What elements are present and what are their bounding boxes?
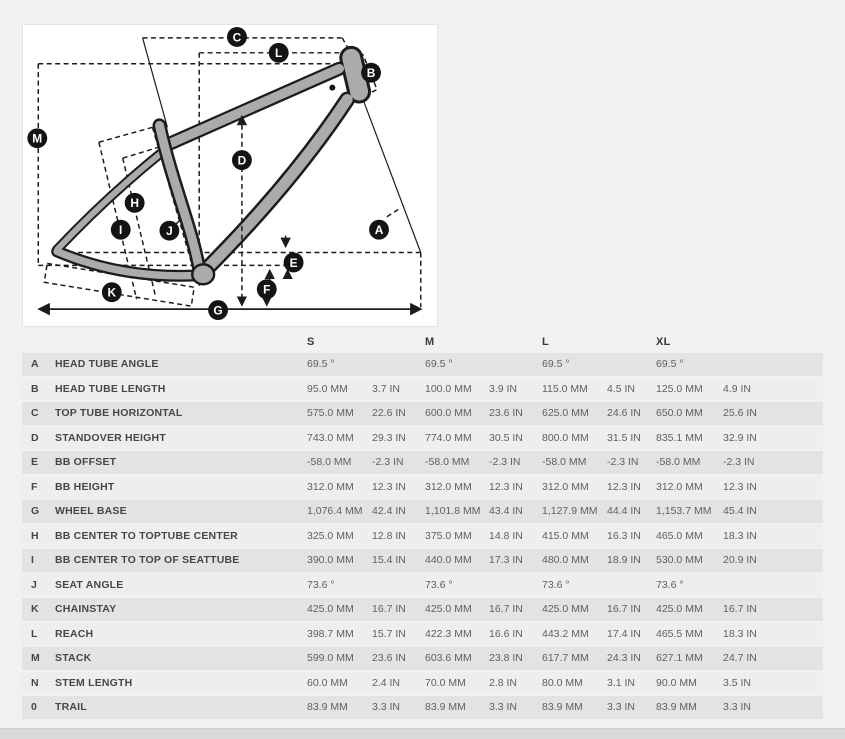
table-row — [22, 574, 823, 597]
row-name: TOP TUBE HORIZONTAL — [55, 407, 183, 420]
cell-value: 600.0 MM — [425, 407, 472, 420]
cell-value: 835.1 MM — [656, 431, 703, 444]
table-row — [22, 623, 823, 646]
row-letter: B — [31, 382, 39, 395]
cell-value: 29.3 IN — [372, 431, 406, 444]
cell-value: 3.3 IN — [723, 701, 752, 714]
table-row — [22, 500, 823, 523]
cell-value: 603.6 MM — [425, 652, 472, 665]
cell-value: 4.9 IN — [723, 382, 752, 395]
cell-value: 15.4 IN — [372, 554, 406, 567]
bottom-bracket — [192, 264, 214, 284]
cell-value: 800.0 MM — [542, 431, 589, 444]
cable-port-dot — [329, 85, 335, 91]
cell-value: 617.7 MM — [542, 652, 589, 665]
row-letter: I — [31, 554, 34, 567]
row-letter: M — [31, 652, 40, 665]
table-row — [22, 378, 823, 401]
marker-letter: K — [107, 285, 117, 300]
diagram-marker-J — [159, 221, 179, 241]
table-row — [22, 525, 823, 548]
cell-value: 440.0 MM — [425, 554, 472, 567]
cell-value: 425.0 MM — [307, 603, 354, 616]
cell-value: 3.3 IN — [489, 701, 518, 714]
row-name: REACH — [55, 627, 94, 640]
row-name: BB OFFSET — [55, 456, 117, 469]
table-row — [22, 451, 823, 474]
cell-value: 20.9 IN — [723, 554, 757, 567]
cell-value: 43.4 IN — [489, 505, 523, 518]
marker-letter: L — [275, 46, 283, 61]
row-name: STACK — [55, 652, 92, 665]
cell-value: 69.5 ° — [656, 358, 684, 371]
cell-value: 16.3 IN — [607, 529, 641, 542]
cell-value: 14.8 IN — [489, 529, 523, 542]
row-letter: A — [31, 358, 39, 371]
cell-value: 3.9 IN — [489, 382, 518, 395]
bottom-bar — [0, 728, 845, 739]
geometry-table — [22, 332, 823, 721]
cell-value: 312.0 MM — [425, 480, 472, 493]
geometry-rows — [22, 353, 823, 719]
row-name: TRAIL — [55, 701, 87, 714]
frame-geometry-diagram — [22, 24, 438, 327]
cell-value: 425.0 MM — [542, 603, 589, 616]
cell-value: 15.7 IN — [372, 627, 406, 640]
cell-value: 425.0 MM — [425, 603, 472, 616]
cell-value: -58.0 MM — [542, 456, 587, 469]
cell-value: 398.7 MM — [307, 627, 354, 640]
cell-value: 18.9 IN — [607, 554, 641, 567]
cell-value: 24.3 IN — [607, 652, 641, 665]
row-letter: L — [31, 627, 38, 640]
row-letter: 0 — [31, 701, 37, 714]
cell-value: 73.6 ° — [425, 578, 453, 591]
diagram-marker-M — [27, 128, 47, 148]
cell-value: -2.3 IN — [489, 456, 521, 469]
row-letter: F — [31, 480, 38, 493]
cell-value: 12.3 IN — [372, 480, 406, 493]
row-name: STEM LENGTH — [55, 676, 133, 689]
table-row — [22, 353, 823, 376]
cell-value: 42.4 IN — [372, 505, 406, 518]
frame-geometry-svg — [23, 25, 437, 326]
cell-value: 465.0 MM — [656, 529, 703, 542]
cell-value: 25.6 IN — [723, 407, 757, 420]
cell-value: 100.0 MM — [425, 382, 472, 395]
size-column-header: XL — [656, 336, 671, 348]
table-row — [22, 402, 823, 425]
row-name: CHAINSTAY — [55, 603, 117, 616]
cell-value: 23.6 IN — [372, 652, 406, 665]
cell-value: -2.3 IN — [607, 456, 639, 469]
diagram-marker-K — [102, 282, 122, 302]
cell-value: 23.6 IN — [489, 407, 523, 420]
cell-value: 69.5 ° — [542, 358, 570, 371]
cell-value: 312.0 MM — [656, 480, 703, 493]
cell-value: 24.7 IN — [723, 652, 757, 665]
diagram-marker-E — [284, 252, 304, 272]
cell-value: 16.6 IN — [489, 627, 523, 640]
row-letter: G — [31, 505, 40, 518]
bike-frame-fill — [57, 58, 359, 276]
diagram-marker-D — [232, 150, 252, 170]
row-letter: C — [31, 407, 39, 420]
cell-value: 60.0 MM — [307, 676, 348, 689]
cell-value: 12.3 IN — [489, 480, 523, 493]
table-row — [22, 427, 823, 450]
cell-value: 422.3 MM — [425, 627, 472, 640]
cell-value: 3.1 IN — [607, 676, 636, 689]
row-letter: D — [31, 431, 39, 444]
cell-value: 375.0 MM — [425, 529, 472, 542]
cell-value: 73.6 ° — [656, 578, 684, 591]
row-name: WHEEL BASE — [55, 505, 127, 518]
cell-value: 12.8 IN — [372, 529, 406, 542]
cell-value: 69.5 ° — [307, 358, 335, 371]
cell-value: 325.0 MM — [307, 529, 354, 542]
cell-value: 1,076.4 MM — [307, 505, 363, 518]
diagram-marker-I — [111, 220, 131, 240]
diagram-marker-C — [227, 27, 247, 47]
cell-value: 1,127.9 MM — [542, 505, 598, 518]
cell-value: 95.0 MM — [307, 382, 348, 395]
cell-value: 16.7 IN — [489, 603, 523, 616]
cell-value: 73.6 ° — [542, 578, 570, 591]
cell-value: 1,153.7 MM — [656, 505, 712, 518]
cell-value: 480.0 MM — [542, 554, 589, 567]
cell-value: 44.4 IN — [607, 505, 641, 518]
cell-value: 18.3 IN — [723, 529, 757, 542]
cell-value: -2.3 IN — [723, 456, 755, 469]
cell-value: 2.8 IN — [489, 676, 518, 689]
row-name: BB CENTER TO TOPTUBE CENTER — [55, 529, 238, 542]
cell-value: 32.9 IN — [723, 431, 757, 444]
cell-value: 115.0 MM — [542, 382, 588, 395]
cell-value: 530.0 MM — [656, 554, 703, 567]
cell-value: 312.0 MM — [307, 480, 354, 493]
cell-value: 70.0 MM — [425, 676, 466, 689]
cell-value: 73.6 ° — [307, 578, 335, 591]
size-column-header: M — [425, 336, 435, 348]
cell-value: 83.9 MM — [542, 701, 583, 714]
cell-value: 415.0 MM — [542, 529, 589, 542]
row-name: BB HEIGHT — [55, 480, 115, 493]
cell-value: 3.3 IN — [372, 701, 401, 714]
cell-value: 1,101.8 MM — [425, 505, 481, 518]
cell-value: 2.4 IN — [372, 676, 401, 689]
row-letter: H — [31, 529, 39, 542]
cell-value: 12.3 IN — [607, 480, 641, 493]
cell-value: 80.0 MM — [542, 676, 583, 689]
marker-letter: A — [374, 223, 384, 238]
cell-value: 3.5 IN — [723, 676, 752, 689]
table-row — [22, 476, 823, 499]
cell-value: 625.0 MM — [542, 407, 589, 420]
diagram-marker-G — [208, 300, 228, 320]
cell-value: 575.0 MM — [307, 407, 354, 420]
marker-letter: D — [237, 153, 247, 168]
cell-value: 24.6 IN — [607, 407, 641, 420]
cell-value: 12.3 IN — [723, 480, 757, 493]
diagram-marker-A — [369, 220, 389, 240]
cell-value: 17.3 IN — [489, 554, 523, 567]
cell-value: 3.7 IN — [372, 382, 401, 395]
cell-value: 443.2 MM — [542, 627, 589, 640]
cell-value: -2.3 IN — [372, 456, 404, 469]
cell-value: 22.6 IN — [372, 407, 406, 420]
cell-value: 83.9 MM — [425, 701, 466, 714]
cell-value: 650.0 MM — [656, 407, 703, 420]
cell-value: 465.5 MM — [656, 627, 703, 640]
row-letter: K — [31, 603, 39, 616]
table-row — [22, 647, 823, 670]
cell-value: -58.0 MM — [307, 456, 352, 469]
marker-letter: E — [289, 255, 298, 270]
row-name: SEAT ANGLE — [55, 578, 124, 591]
marker-letter: B — [366, 66, 376, 81]
row-letter: J — [31, 578, 37, 591]
cell-value: 774.0 MM — [425, 431, 472, 444]
cell-value: 45.4 IN — [723, 505, 757, 518]
row-name: BB CENTER TO TOP OF SEATTUBE — [55, 554, 240, 567]
cell-value: 743.0 MM — [307, 431, 354, 444]
cell-value: 30.5 IN — [489, 431, 523, 444]
cell-value: 4.5 IN — [607, 382, 636, 395]
cell-value: 83.9 MM — [656, 701, 697, 714]
marker-letter: F — [263, 282, 271, 297]
cell-value: 599.0 MM — [307, 652, 354, 665]
row-letter: E — [31, 456, 39, 469]
cell-value: 31.5 IN — [607, 431, 641, 444]
row-name: STANDOVER HEIGHT — [55, 431, 166, 444]
table-row — [22, 696, 823, 719]
table-row — [22, 672, 823, 695]
table-row — [22, 549, 823, 572]
marker-letter: M — [32, 131, 43, 146]
cell-value: 390.0 MM — [307, 554, 354, 567]
cell-value: 3.3 IN — [607, 701, 636, 714]
row-letter: N — [31, 676, 39, 689]
cell-value: 627.1 MM — [656, 652, 703, 665]
marker-letter: G — [213, 303, 223, 318]
cell-value: 16.7 IN — [372, 603, 406, 616]
diagram-marker-B — [361, 63, 381, 83]
cell-value: 425.0 MM — [656, 603, 703, 616]
marker-letter: I — [119, 223, 123, 238]
diagram-marker-L — [269, 43, 289, 63]
cell-value: 16.7 IN — [723, 603, 757, 616]
size-column-header: L — [542, 336, 550, 348]
cell-value: 69.5 ° — [425, 358, 453, 371]
marker-letter: J — [166, 224, 173, 239]
cell-value: 16.7 IN — [607, 603, 641, 616]
cell-value: 17.4 IN — [607, 627, 641, 640]
row-name: HEAD TUBE ANGLE — [55, 358, 159, 371]
cell-value: 90.0 MM — [656, 676, 697, 689]
table-row — [22, 598, 823, 621]
cell-value: 125.0 MM — [656, 382, 703, 395]
size-header-row — [22, 332, 823, 352]
marker-letter: C — [232, 30, 242, 45]
row-name: HEAD TUBE LENGTH — [55, 382, 166, 395]
cell-value: -58.0 MM — [425, 456, 470, 469]
diagram-marker-H — [125, 193, 145, 213]
size-column-header: S — [307, 336, 315, 348]
cell-value: -58.0 MM — [656, 456, 701, 469]
cell-value: 18.3 IN — [723, 627, 757, 640]
cell-value: 312.0 MM — [542, 480, 589, 493]
diagram-marker-F — [257, 279, 277, 299]
cell-value: 23.8 IN — [489, 652, 523, 665]
cell-value: 83.9 MM — [307, 701, 348, 714]
marker-letter: H — [130, 196, 139, 211]
bike-frame-outline — [57, 58, 359, 276]
